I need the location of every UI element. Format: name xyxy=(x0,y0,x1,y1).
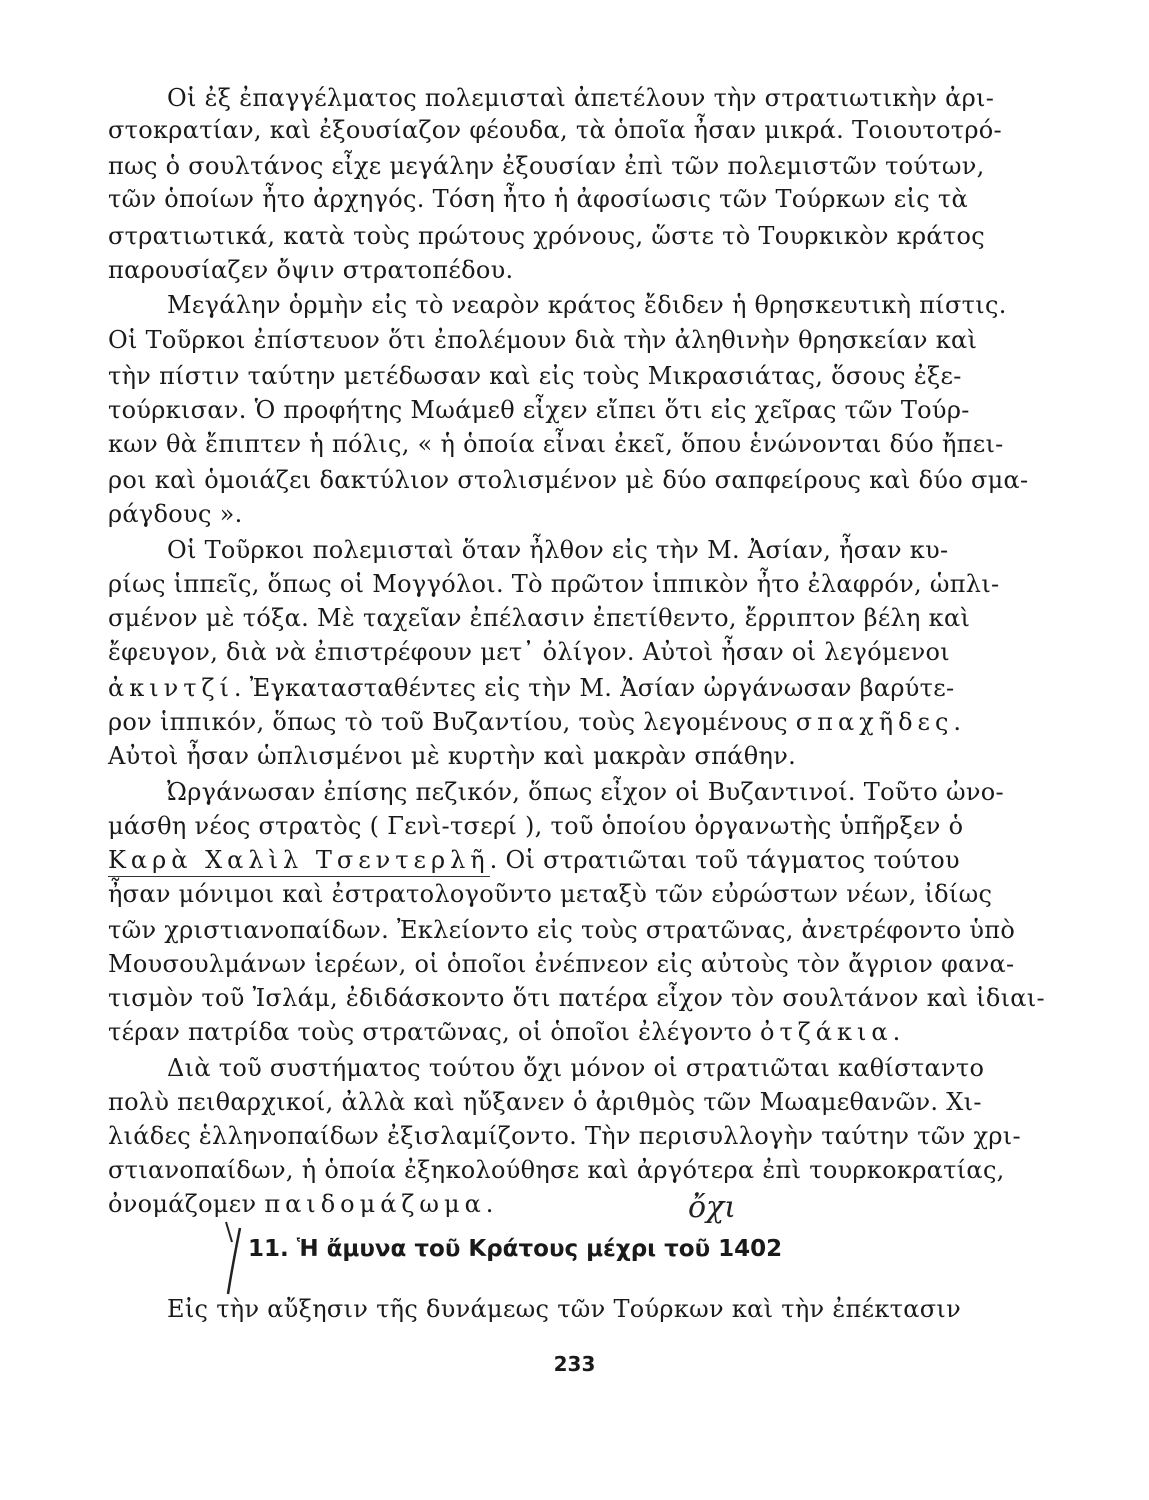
page-number: 233 xyxy=(553,1352,596,1376)
text-fragment: . Ἐγκατασταθέντες εἰς τὴν Μ. Ἀσίαν ὠργάνωσαν βαρύτε- xyxy=(233,674,955,702)
text-fragment: . xyxy=(953,708,962,736)
text-line: ἦσαν μόνιμοι καὶ ἐστρατολογοῦντο μεταξὺ τῶν εὐρώστων νέων, ἰδίως xyxy=(108,880,993,908)
text-line: πολὺ πειθαρχικοί, ἀλλὰ καὶ ηὔξανεν ὁ ἀριθμὸς τῶν Μωαμεθανῶν. Χι- xyxy=(108,1088,982,1116)
text-line: Οἱ ἐξ ἐπαγγέλματος πολεμισταὶ ἀπετέλουν τὴν στρατιωτικὴν ἀρι- xyxy=(167,84,995,112)
text-line: Μουσουλμάνων ἱερέων, οἱ ὁποῖοι ἐνέπνεον εἰς αὐτοὺς τὸν ἄγριον φανα- xyxy=(108,950,1015,978)
text-line: τισμὸν τοῦ Ἰσλάμ, ἐδιδάσκοντο ὅτι πατέρα εἶχον τὸν σουλτάνον καὶ ἰδιαι- xyxy=(108,984,1045,1012)
text-line: Μεγάλην ὁρμὴν εἰς τὸ νεαρὸν κράτος ἔδιδεν ἡ θρησκευτικὴ πίστις. xyxy=(167,291,1007,319)
text-fragment: τέραν πατρίδα τοὺς στρατῶνας, οἱ ὁποῖοι ἐλέγοντο xyxy=(108,1018,761,1046)
underlined-name: Καρὰ Χαλὶλ Τσεντερλῆ xyxy=(108,846,490,877)
text-line: τῶν χριστιανοπαίδων. Ἐκλείοντο εἰς τοὺς στρατῶνας, ἀνετρέφοντο ὑπὸ xyxy=(108,916,1016,944)
text-line xyxy=(108,706,962,738)
text-line: Οἱ Τοῦρκοι πολεμισταὶ ὅταν ἦλθον εἰς τὴν Μ. Ἀσίαν, ἦσαν κυ- xyxy=(167,536,949,564)
text-line xyxy=(108,844,960,876)
text-line: μάσθη νέος στρατὸς ( Γενὶ-τσερί ), τοῦ ὁποίου ὀργανωτὴς ὑπῆρξεν ὁ xyxy=(108,812,964,840)
text-line: στοκρατίαν, καὶ ἐξουσίαζον φέουδα, τὰ ὁποῖα ἦσαν μικρά. Τοιουτοτρό- xyxy=(108,116,1002,144)
text-line: Αὐτοὶ ἦσαν ὡπλισμένοι μὲ κυρτὴν καὶ μακρὰν σπάθην. xyxy=(108,742,797,770)
text-line xyxy=(108,1188,950,1220)
text-line: Εἰς τὴν αὔξησιν τῆς δυνάμεως τῶν Τούρκων καὶ τὴν ἐπέκτασιν xyxy=(167,1295,962,1323)
text-line: κων θὰ ἔπιπτεν ἡ πόλις, « ἡ ὁποία εἶναι ἐκεῖ, ὅπου ἑνώνονται δύο ἤπει- xyxy=(108,430,1004,458)
pen-stroke-icon xyxy=(222,1218,246,1298)
text-line: τούρκισαν. Ὁ προφήτης Μωάμεθ εἶχεν εἴπει ὅτι εἰς χεῖρας τῶν Τούρ- xyxy=(108,396,970,424)
spaced-term: σπαχῆδες xyxy=(795,708,954,736)
text-line: ἔφευγον, διὰ νὰ ἐπιστρέφουν μετ᾽ ὀλίγον. Αὐτοὶ ἦσαν οἱ λεγόμενοι xyxy=(108,638,950,666)
text-line: Ὠργάνωσαν ἐπίσης πεζικόν, ὅπως εἶχον οἱ Βυζαντινοί. Τοῦτο ὠνο- xyxy=(167,778,1004,806)
spaced-term: ὀτζάκια xyxy=(760,1018,893,1046)
text-line: τῶν ὁποίων ἦτο ἀρχηγός. Τόση ἦτο ἡ ἀφοσίωσις τῶν Τούρκων εἰς τὰ xyxy=(108,185,968,213)
text-line xyxy=(108,672,955,704)
text-line: τὴν πίστιν ταύτην μετέδωσαν καὶ εἰς τοὺς Μικρασιάτας, ὅσους ἐξε- xyxy=(108,362,962,390)
text-line: στιανοπαίδων, ἡ ὁποία ἐξηκολούθησε καὶ ἀργότερα ἐπὶ τουρκοκρατίας, xyxy=(108,1156,1005,1184)
text-line xyxy=(108,1016,950,1048)
text-line: Οἱ Τοῦρκοι ἐπίστευον ὅτι ἐπολέμουν διὰ τὴν ἀληθινὴν θρησκείαν καὶ xyxy=(108,326,978,354)
text-fragment: . xyxy=(892,1018,901,1046)
text-line: ρίως ἱππεῖς, ὅπως οἱ Μογγόλοι. Τὸ πρῶτον ἱππικὸν ἦτο ἐλαφρόν, ὡπλι- xyxy=(108,570,1000,598)
text-fragment: . Οἱ στρατιῶται τοῦ τάγματος τούτου xyxy=(489,846,960,874)
text-line: παρουσίαζεν ὄψιν στρατοπέδου. xyxy=(108,256,514,284)
text-line: πως ὁ σουλτάνος εἶχε μεγάλην ἐξουσίαν ἐπὶ τῶν πολεμιστῶν τούτων, xyxy=(108,152,985,180)
text-fragment: . xyxy=(485,1190,494,1218)
text-fragment: ρον ἱππικόν, ὅπως τὸ τοῦ Βυζαντίου, τοὺς λεγομένους xyxy=(108,708,796,736)
text-line: λιάδες ἑλληνοπαίδων ἐξισλαμίζοντο. Τὴν περισυλλογὴν ταύτην τῶν χρι- xyxy=(108,1122,1021,1150)
text-fragment: ὀνομάζομεν xyxy=(108,1190,265,1218)
handwritten-note: ὄχι xyxy=(688,1190,737,1225)
text-line: σμένον μὲ τόξα. Μὲ ταχεῖαν ἐπέλασιν ἐπετίθεντο, ἔρριπτον βέλη καὶ xyxy=(108,604,971,632)
text-line: ράγδους ». xyxy=(108,500,243,528)
spaced-term: παιδομάζωμα xyxy=(264,1190,486,1218)
text-line: Διὰ τοῦ συστήματος τούτου ὄχι μόνον οἱ στρατιῶται καθίσταντο xyxy=(167,1054,985,1082)
text-line: ροι καὶ ὁμοιάζει δακτύλιον στολισμένον μὲ δύο σαπφείρους καὶ δύο σμα- xyxy=(108,466,1029,494)
spaced-term: ἀκιντζί xyxy=(108,674,234,702)
text-line: στρατιωτικά, κατὰ τοὺς πρώτους χρόνους, ὥστε τὸ Τουρκικὸν κράτος xyxy=(108,222,985,250)
section-heading: 11. Ἡ ἄμυνα τοῦ Κράτους μέχρι τοῦ 1402 xyxy=(248,1236,783,1262)
